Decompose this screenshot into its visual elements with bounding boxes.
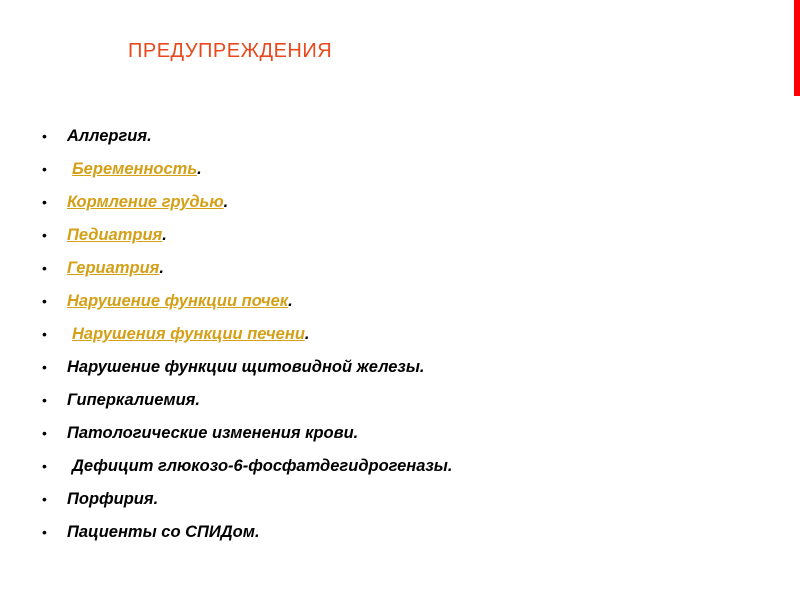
link-pregnancy[interactable]: Беременность <box>72 160 198 178</box>
list-item <box>42 487 452 520</box>
bullet-icon: • <box>42 524 47 540</box>
list-item <box>42 322 452 355</box>
list-item <box>42 421 452 454</box>
list-item <box>42 124 452 157</box>
item-suffix: . <box>159 259 164 277</box>
list-item <box>42 388 452 421</box>
item-suffix: . <box>288 292 293 310</box>
item-text: Патологические изменения крови. <box>67 424 359 442</box>
bullet-icon: • <box>42 293 47 309</box>
bullet-icon: • <box>42 227 47 243</box>
bullet-icon: • <box>42 260 47 276</box>
warnings-list <box>42 124 452 553</box>
list-item <box>42 190 452 223</box>
item-text: Пациенты со СПИДом. <box>67 523 260 541</box>
bullet-icon: • <box>42 326 47 342</box>
list-item <box>42 157 452 190</box>
item-suffix: . <box>197 160 202 178</box>
list-item <box>42 520 452 553</box>
bullet-icon: • <box>42 458 47 474</box>
link-renal-impairment[interactable]: Нарушение функции почек <box>67 292 289 310</box>
bullet-icon: • <box>42 491 47 507</box>
list-item <box>42 256 452 289</box>
list-item <box>42 223 452 256</box>
bullet-icon: • <box>42 359 47 375</box>
item-text: Дефицит глюкозо-6-фосфатдегидрогеназы. <box>72 457 453 475</box>
link-hepatic-impairment[interactable]: Нарушения функции печени <box>72 325 305 343</box>
bullet-icon: • <box>42 194 47 210</box>
link-pediatrics[interactable]: Педиатрия <box>67 226 163 244</box>
item-text: Аллергия. <box>67 127 152 145</box>
bullet-icon: • <box>42 392 47 408</box>
item-text: Гиперкалиемия. <box>67 391 200 409</box>
list-item <box>42 289 452 322</box>
item-text: Нарушение функции щитовидной железы. <box>67 358 425 376</box>
bullet-icon: • <box>42 425 47 441</box>
item-suffix: . <box>223 193 229 211</box>
item-text: Порфирия. <box>67 490 159 508</box>
bullet-icon: • <box>42 161 47 177</box>
item-suffix: . <box>162 226 167 244</box>
bullet-icon: • <box>42 128 47 144</box>
list-item <box>42 454 452 487</box>
accent-bar <box>794 0 800 96</box>
list-item <box>42 355 452 388</box>
link-geriatrics[interactable]: Гериатрия <box>67 259 160 277</box>
link-breastfeeding[interactable]: Кормление грудью <box>67 193 224 211</box>
slide-title: ПРЕДУПРЕЖДЕНИЯ <box>128 40 333 62</box>
item-suffix: . <box>304 325 310 343</box>
